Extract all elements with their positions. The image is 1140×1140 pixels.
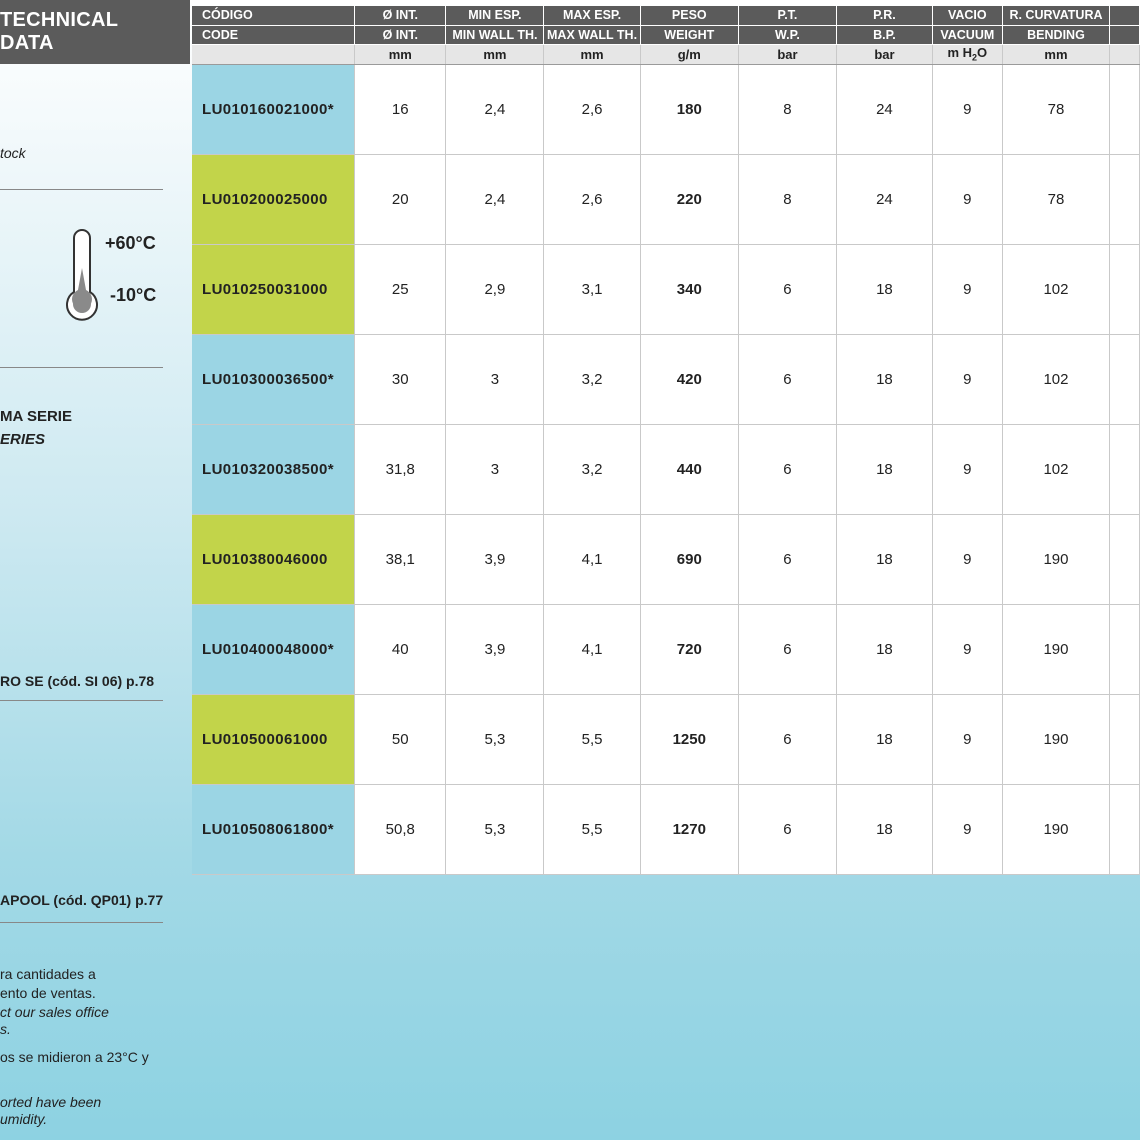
- divider: [0, 367, 163, 368]
- column-header: Ø INT.: [355, 6, 446, 25]
- unit-cell: mm: [1002, 44, 1110, 64]
- divider: [0, 922, 163, 923]
- cell-max: 3,2: [544, 424, 640, 514]
- column-header: PESO: [640, 6, 738, 25]
- cell-weight: 1250: [640, 694, 738, 784]
- cell-bend: 190: [1002, 604, 1110, 694]
- cell-bp: 24: [836, 64, 932, 154]
- cell-min: 3,9: [446, 514, 544, 604]
- table-row: [192, 694, 1140, 784]
- product-code: LU010200025000: [192, 154, 355, 244]
- cell-bend: 190: [1002, 784, 1110, 874]
- table-row: [192, 784, 1140, 874]
- cell-vac: 9: [932, 154, 1002, 244]
- cell-vac: 9: [932, 244, 1002, 334]
- note-line: orted have been: [0, 1094, 102, 1110]
- product-code: LU010380046000: [192, 514, 355, 604]
- cell-bp: 18: [836, 514, 932, 604]
- cell-int: 40: [355, 604, 446, 694]
- cell-int: 50: [355, 694, 446, 784]
- cell-vac: 9: [932, 334, 1002, 424]
- cell-max: 2,6: [544, 154, 640, 244]
- unit-cell: [192, 44, 355, 64]
- cell-min: 2,4: [446, 154, 544, 244]
- cell-int: 16: [355, 64, 446, 154]
- column-header: P.R.: [836, 6, 932, 25]
- column-header: CÓDIGO: [192, 6, 355, 25]
- note-line: ra cantidades a: [0, 966, 96, 982]
- cell-max: 3,2: [544, 334, 640, 424]
- column-header: MAX ESP.: [544, 6, 640, 25]
- unit-cell: m $H_2O$: [932, 44, 1002, 64]
- temp-min: -10°C: [110, 285, 157, 305]
- product-code: LU010400048000*: [192, 604, 355, 694]
- cell-int: 20: [355, 154, 446, 244]
- column-header: WEIGHT: [640, 25, 738, 44]
- cell-wp: 6: [738, 784, 836, 874]
- cell-bend: 102: [1002, 244, 1110, 334]
- series-title-es: MA SERIE: [0, 408, 72, 425]
- product-code: LU010160021000*: [192, 64, 355, 154]
- unit-cell: bar: [738, 44, 836, 64]
- cell-bp: 18: [836, 334, 932, 424]
- cell-extra: [1110, 424, 1140, 514]
- cell-max: 5,5: [544, 694, 640, 784]
- cell-wp: 6: [738, 514, 836, 604]
- cell-extra: [1110, 604, 1140, 694]
- cell-bp: 18: [836, 424, 932, 514]
- table-row: [192, 604, 1140, 694]
- cell-vac: 9: [932, 424, 1002, 514]
- reference-link-2[interactable]: APOOL (cód. QP01) p.77: [0, 892, 164, 908]
- cell-bp: 18: [836, 784, 932, 874]
- table-row: [192, 514, 1140, 604]
- stock-note: tock: [0, 145, 26, 161]
- table-row: [192, 334, 1140, 424]
- cell-max: 4,1: [544, 514, 640, 604]
- column-header: CODE: [192, 25, 355, 44]
- cell-min: 3: [446, 424, 544, 514]
- cell-vac: 9: [932, 64, 1002, 154]
- left-panel: [0, 0, 192, 1140]
- note-line: ento de ventas.: [0, 985, 96, 1001]
- column-header: VACIO: [932, 6, 1002, 25]
- cell-min: 2,4: [446, 64, 544, 154]
- cell-max: 2,6: [544, 64, 640, 154]
- cell-bp: 18: [836, 604, 932, 694]
- cell-vac: 9: [932, 604, 1002, 694]
- cell-vac: 9: [932, 514, 1002, 604]
- cell-min: 5,3: [446, 694, 544, 784]
- thermometer-icon: [62, 228, 102, 324]
- cell-wp: 6: [738, 244, 836, 334]
- product-code: LU010250031000: [192, 244, 355, 334]
- unit-cell: [1110, 44, 1140, 64]
- cell-wp: 6: [738, 694, 836, 784]
- cell-bend: 78: [1002, 154, 1110, 244]
- divider: [0, 189, 163, 190]
- cell-extra: [1110, 154, 1140, 244]
- series-title-en: ERIES: [0, 431, 46, 448]
- table-row: [192, 424, 1140, 514]
- cell-max: 4,1: [544, 604, 640, 694]
- cell-vac: 9: [932, 694, 1002, 784]
- cell-max: 3,1: [544, 244, 640, 334]
- product-code: LU010508061800*: [192, 784, 355, 874]
- column-header: MIN ESP.: [446, 6, 544, 25]
- technical-data-table: [192, 6, 1140, 875]
- column-header: MAX WALL TH.: [544, 25, 640, 44]
- cell-int: 50,8: [355, 784, 446, 874]
- cell-extra: [1110, 334, 1140, 424]
- cell-min: 3: [446, 334, 544, 424]
- product-code: LU010300036500*: [192, 334, 355, 424]
- cell-min: 2,9: [446, 244, 544, 334]
- column-header: [1110, 25, 1140, 44]
- note-line: ct our sales office: [0, 1004, 109, 1020]
- unit-cell: bar: [836, 44, 932, 64]
- cell-weight: 440: [640, 424, 738, 514]
- product-code: LU010320038500*: [192, 424, 355, 514]
- cell-bend: 78: [1002, 64, 1110, 154]
- cell-bp: 24: [836, 154, 932, 244]
- column-header: B.P.: [836, 25, 932, 44]
- unit-cell: mm: [446, 44, 544, 64]
- cell-max: 5,5: [544, 784, 640, 874]
- column-header: BENDING: [1002, 25, 1110, 44]
- cell-wp: 8: [738, 154, 836, 244]
- cell-vac: 9: [932, 784, 1002, 874]
- unit-cell: mm: [355, 44, 446, 64]
- cell-extra: [1110, 514, 1140, 604]
- cell-wp: 6: [738, 334, 836, 424]
- cell-min: 3,9: [446, 604, 544, 694]
- cell-bend: 190: [1002, 694, 1110, 784]
- temp-max: +60°C: [105, 233, 156, 253]
- cell-wp: 6: [738, 424, 836, 514]
- cell-extra: [1110, 694, 1140, 784]
- cell-int: 30: [355, 334, 446, 424]
- header-row-en: [192, 25, 1140, 44]
- column-header: W.P.: [738, 25, 836, 44]
- cell-int: 38,1: [355, 514, 446, 604]
- cell-weight: 1270: [640, 784, 738, 874]
- column-header: MIN WALL TH.: [446, 25, 544, 44]
- cell-bend: 102: [1002, 424, 1110, 514]
- column-header: VACUUM: [932, 25, 1002, 44]
- cell-extra: [1110, 784, 1140, 874]
- cell-bp: 18: [836, 244, 932, 334]
- column-header: [1110, 6, 1140, 25]
- column-header: Ø INT.: [355, 25, 446, 44]
- reference-link-1[interactable]: RO SE (cód. SI 06) p.78: [0, 673, 155, 689]
- cell-min: 5,3: [446, 784, 544, 874]
- column-header: P.T.: [738, 6, 836, 25]
- divider: [0, 700, 163, 701]
- cell-weight: 720: [640, 604, 738, 694]
- cell-weight: 340: [640, 244, 738, 334]
- cell-wp: 8: [738, 64, 836, 154]
- note-line: s.: [0, 1021, 11, 1037]
- cell-weight: 180: [640, 64, 738, 154]
- cell-int: 31,8: [355, 424, 446, 514]
- product-code: LU010500061000: [192, 694, 355, 784]
- header-row-es: [192, 6, 1140, 25]
- cell-weight: 420: [640, 334, 738, 424]
- cell-int: 25: [355, 244, 446, 334]
- table-row: [192, 154, 1140, 244]
- unit-cell: g/m: [640, 44, 738, 64]
- cell-bend: 190: [1002, 514, 1110, 604]
- cell-extra: [1110, 244, 1140, 334]
- table-row: [192, 64, 1140, 154]
- column-header: R. CURVATURA: [1002, 6, 1110, 25]
- cell-bend: 102: [1002, 334, 1110, 424]
- cell-weight: 220: [640, 154, 738, 244]
- cell-weight: 690: [640, 514, 738, 604]
- cell-wp: 6: [738, 604, 836, 694]
- note-line: umidity.: [0, 1111, 48, 1127]
- cell-bp: 18: [836, 694, 932, 784]
- unit-cell: mm: [544, 44, 640, 64]
- note-line: os se midieron a 23°C y: [0, 1049, 149, 1065]
- section-title: TECHNICAL DATA: [0, 0, 190, 64]
- cell-extra: [1110, 64, 1140, 154]
- table-row: [192, 244, 1140, 334]
- units-row: [192, 44, 1140, 64]
